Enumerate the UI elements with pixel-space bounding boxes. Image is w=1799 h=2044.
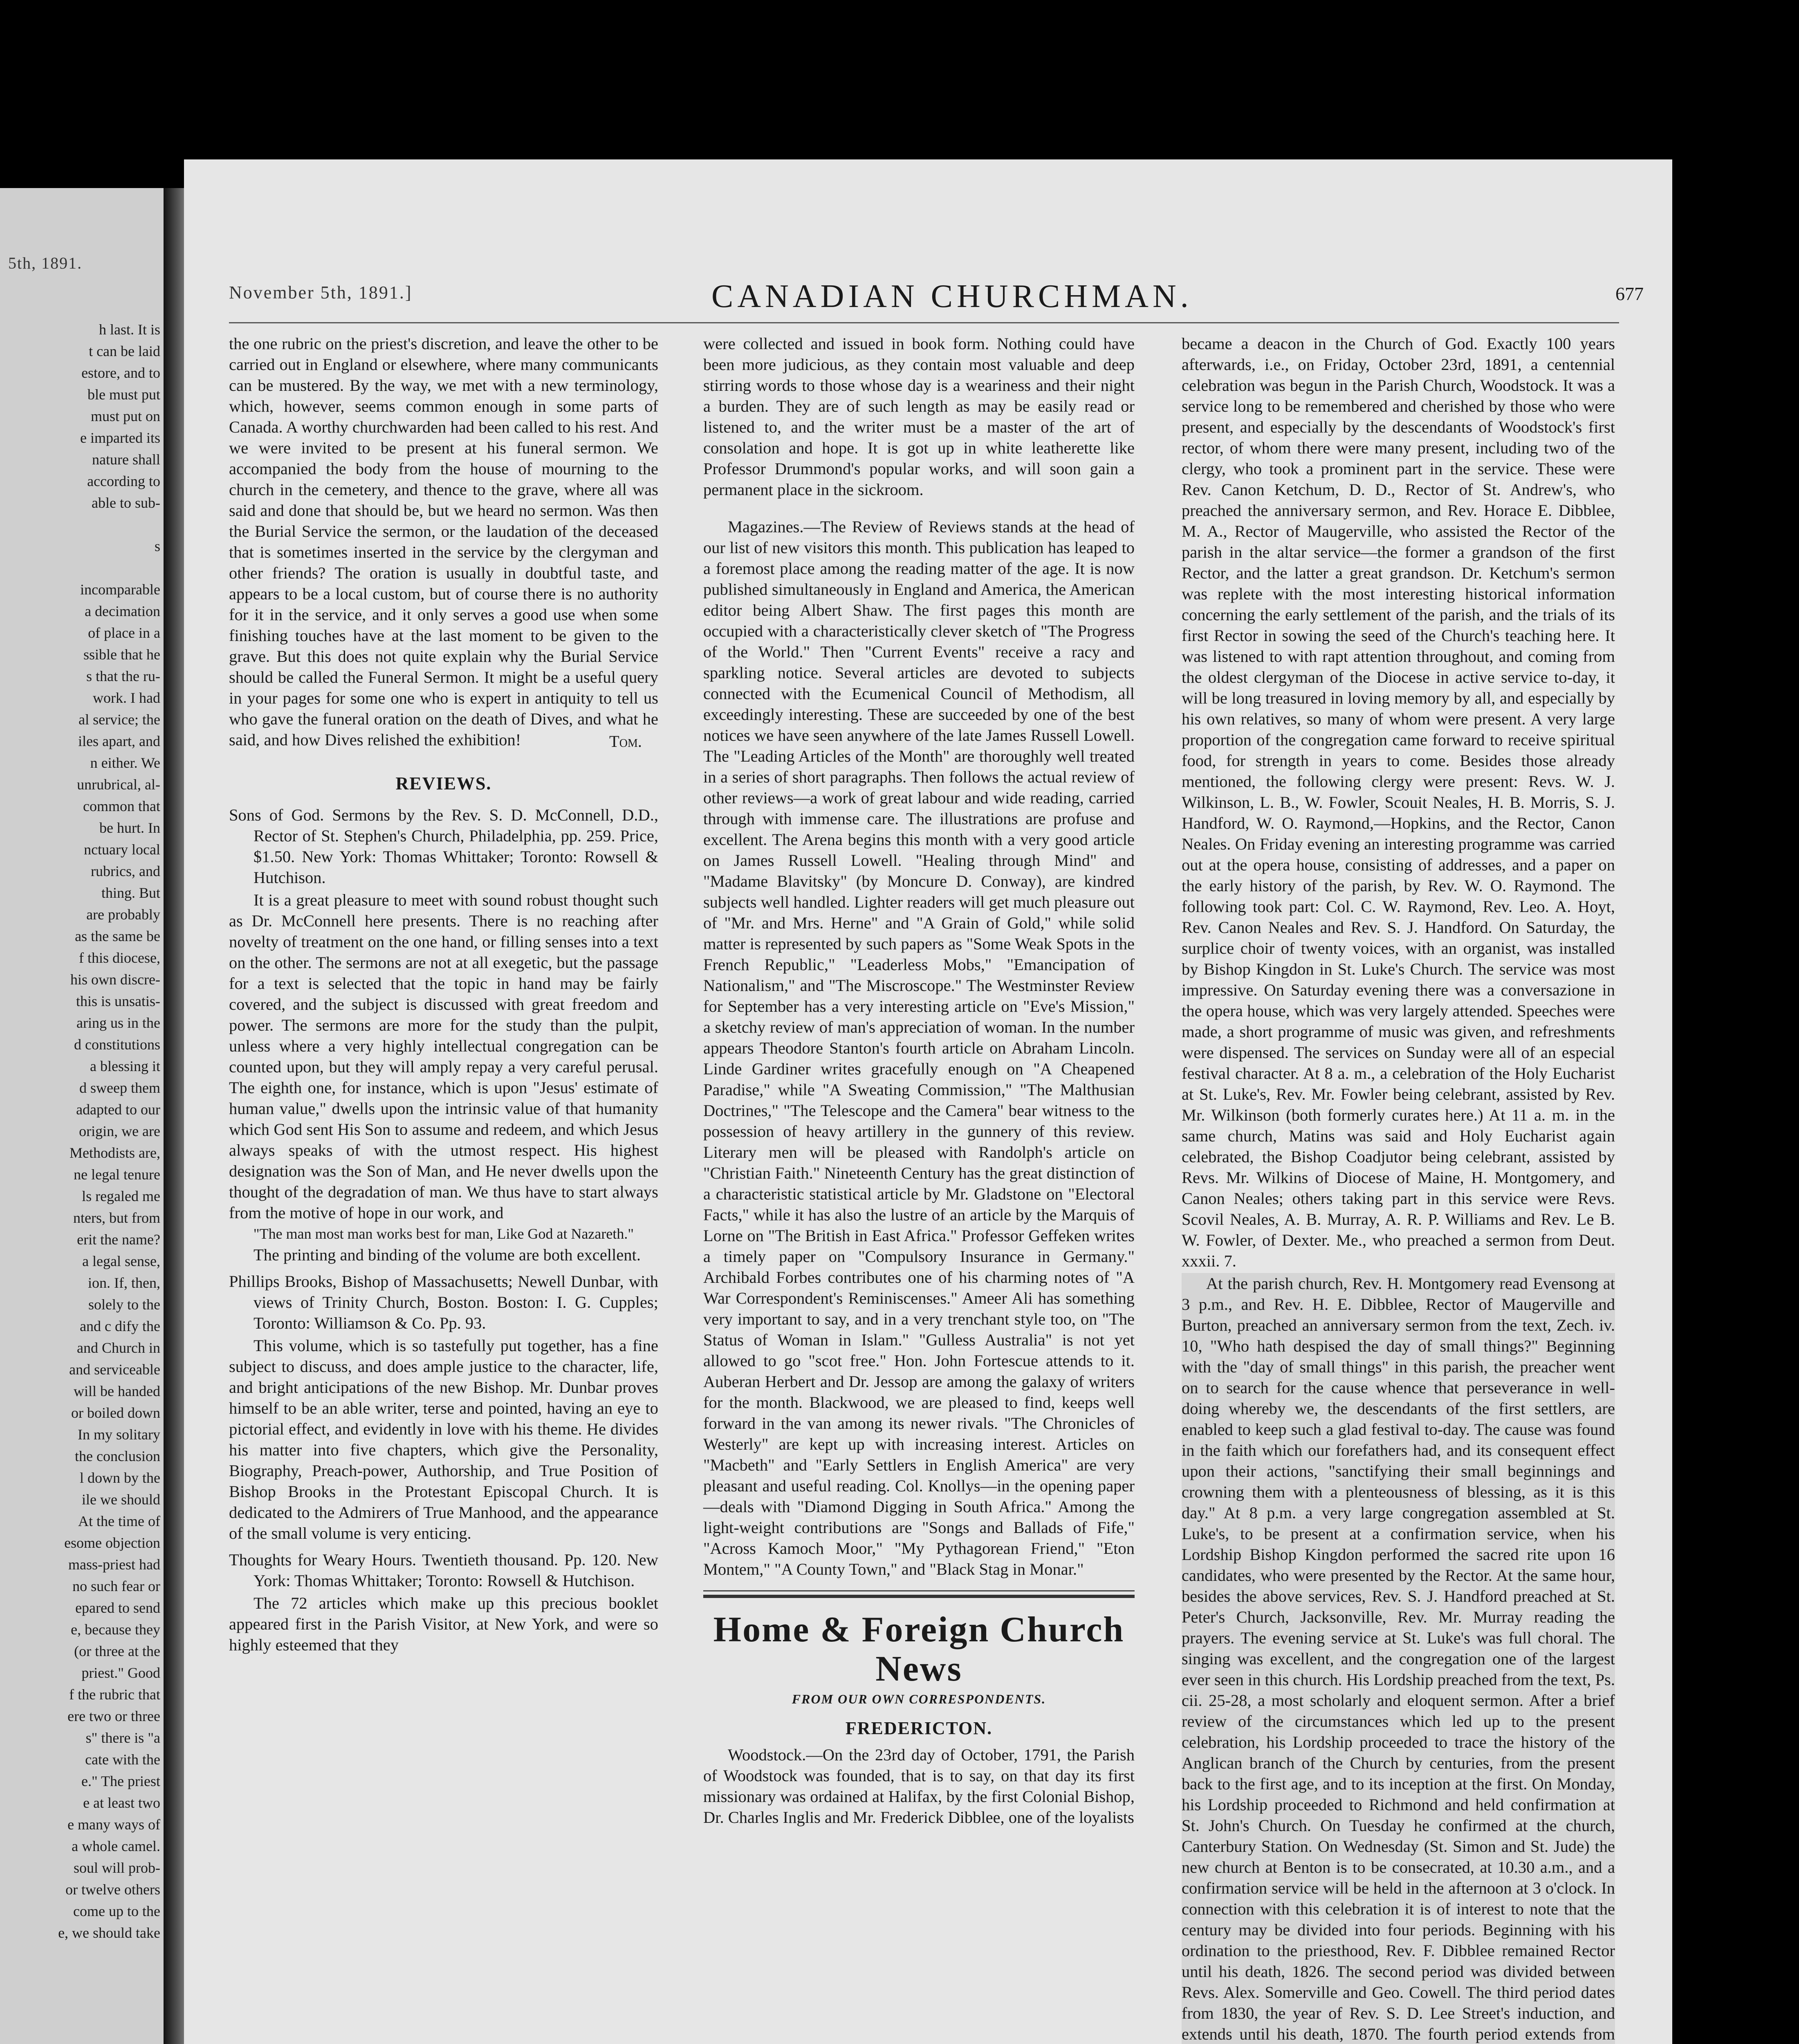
adjacent-page-line: aring us in the: [76, 1015, 160, 1031]
adjacent-page-line: his own discre-: [70, 971, 160, 988]
adjacent-page-line: e at least two: [83, 1795, 160, 1811]
adjacent-page-line: d constitutions: [74, 1036, 160, 1053]
review-1-closing: The printing and binding of the volume are both excellent.: [253, 1246, 641, 1264]
adjacent-page-line: common that: [83, 798, 160, 814]
review-3-continued: were collected and issued in book form. Nothing could have been more judicious, as they contain most valuable and deep stirring words to those whose day is a weariness and their night a burden. They are of such length as may be easily read or listened to, and the writer must be a master of the art of consolation and hope. It is got up in white leatherette like Professor Drummond's popular works, and will soon gain a permanent place in the sickroom.: [703, 334, 1135, 499]
adjacent-page-line: origin, we are: [79, 1123, 160, 1139]
adjacent-page-line: epared to send: [75, 1600, 160, 1616]
adjacent-page-line: At the time of: [78, 1513, 160, 1529]
adjacent-page-line: erit the name?: [77, 1231, 160, 1248]
adjacent-page-line: or twelve others: [65, 1881, 160, 1898]
adjacent-page-line: [5, 557, 160, 579]
adjacent-page-line: rubrics, and: [91, 863, 160, 879]
column-3: [1182, 333, 1615, 2044]
adjacent-page-date: 5th, 1891.: [8, 254, 83, 272]
magazines-notice: Magazines.—The Review of Reviews stands at the head of our list of new visitors this month. This publication has leaped to a foremost place among the reading matter of the age. It is now published simultaneously in England and America, the American editor being Albert Shaw. The first pages this month are occupied with a characteristically clever sketch of "The Progress of the World." Then "Current Events" receive a racy and sparkling notice. Several articles are devoted to subjects connected with the Ecumenical Council of Methodism, all exceedingly interesting. These are succeeded by one of the best notices we have seen anywhere of the late James Russell Lowell. The "Leading Articles of the Month" are thoroughly well treated in a series of short paragraphs. Then follows the actual review of other reviews—a work of great labour and wide reading, carried through with immense care. The illustrations are profuse and excellent. The Arena begins this month with a very good article on James Russell Lowell. "Healing through Mind" and "Madame Blavitsky" (by Moncure D. Conway), are kindred subjects well handled. Lighter readers will get much pleasure out of "Mr. and Mrs. Herne" and "A Grain of Gold," while solid matter is represented by such papers as "Some Weak Spots in the French Republic," "Leaderless Mobs," "Emancipation of Nationalism," and "The Miscroscope." The Westminster Review for September has a very interesting article on "Eve's Mission," a sketchy review of man's appreciation of woman. In the number appears Theodore Stanton's fourth article on Abraham Lincoln. Linde Gardiner writes gracefully enough on "A Cheapened Paradise," while "A Sweating Commission," "The Malthusian Doctrines," "The Telescope and the Camera" bear witness to the possession of heavy artillery in the gunnery of this review. Literary men will be pleased with Randolph's article on "Christian Faith." Nineteenth Century has the great distinction of a characteristic statistical article by Mr. Gladstone on "Electoral Facts," while it has also the lustre of an article by the Marquis of Lorne on "The British in East Africa." Professor Geffeken writes a timely paper on "Compulsory Insurance in Germany." Archibald Forbes contributes one of his charming notes of "A War Correspondent's Reminiscenses." Ameer Ali has something very important to say, and in a very trenchant style too, on "The Status of Woman in Islam." "Gulless Australia" is not yet allowed to go "scot free." Hon. John Fortescue attends to it. Auberan Herbert and Dr. Jessop are among the galaxy of writers for the month. Blackwood, we are pleased to find, keeps well forward in the van among its newer rivals. "The Chronicles of Westerly" are kept up with increasing interest. Articles on "Macbeth" and "Early Settlers in English America" are very pleasant and useful reading. Col. Knollys—in the opening paper—deals with "Diamond Digging in South Africa." Among the light-weight contributions are "Songs and Ballads of Fife," "Across Kamoch Moor," "My Pythagorean Friend," "Eton Montem," "A County Town," and "Black Stag in Monar.": [703, 518, 1135, 1578]
adjacent-page-line: ion. If, then,: [88, 1275, 160, 1291]
adjacent-page-line: n either. We: [90, 755, 160, 771]
adjacent-page-line: thing. But: [101, 885, 160, 901]
review-1-quote: "The man most man works best for man, Like God at Nazareth.": [253, 1226, 634, 1242]
adjacent-page-line: come up to the: [73, 1903, 160, 1919]
adjacent-page-line: cate with the: [85, 1751, 160, 1768]
adjacent-page-line: work. I had: [93, 690, 160, 706]
adjacent-page-fragment: [0, 188, 164, 2044]
adjacent-page-line: ile we should: [82, 1491, 160, 1508]
adjacent-page-line: e, because they: [71, 1621, 160, 1638]
letter-signature: Tom.: [609, 732, 642, 751]
review-2-heading: Phillips Brooks, Bishop of Massachusetts; Newell Dunbar, with views of Trinity Church, Boston. Boston: I. G. Cupples; Toronto: Williamson & Co. Pp. 93.: [229, 1272, 658, 1332]
adjacent-page-line: e imparted its: [80, 430, 160, 446]
adjacent-page-line: f the rubric that: [69, 1686, 160, 1703]
adjacent-page-line: a legal sense,: [82, 1253, 160, 1269]
adjacent-page-text: [5, 319, 160, 1944]
adjacent-page-line: ssible that he: [83, 646, 160, 663]
header-rule: [229, 322, 1619, 323]
masthead: CANADIAN CHURCHMAN.: [711, 278, 1193, 314]
adjacent-page-line: and c dify the: [80, 1318, 160, 1334]
adjacent-page-line: nctuary local: [84, 841, 160, 858]
adjacent-page-line: ne legal tenure: [74, 1166, 160, 1183]
adjacent-page-line: mass-priest had: [68, 1556, 160, 1573]
woodstock-evensong-report: At the parish church, Rev. H. Montgomery read Evensong at 3 p.m., and Rev. H. E. Dibblee, Rector of Maugerville and Burton, preached an anniversary sermon from the text, Zech. iv. 10, "Who hath despised the day of small things?" Beginning with the "day of small things" in this parish, the preacher went on to search for the cause whence that perseverance in well-doing whereby we, the descendants of the first settlers, are enabled to keep such a glad festival to-day. The cause was found in the faith which our forefathers had, and its consequent effect upon their actions, "sanctifying their small beginnings and crowning them with a plenteousness of blessing, as it is this day." At 8 p.m. a very large congregation assembled at St. Luke's, to be present at a confirmation service, when his Lordship Bishop Kingdon performed the sacred rite upon 16 candidates, who were presented by the Rector. At the same hour, besides the above services, Rev. S. J. Handford preached at St. Peter's Church, Jacksonville, Rev. Mr. Murray reading the prayers. The evening service at St. Luke's was full choral. The singing was excellent, and the congregation one of the largest ever seen in this church. His Lordship preached from the text, Ps. cii. 25-28, a most scholarly and eloquent sermon. After a brief review of the circumstances which led up to the present celebration, his Lordship proceeded to trace the history of the Anglican branch of the Church by centuries, from the present back to the first age, and to its inception at the first. On Monday, his Lordship proceeded to Richmond and held confirmation at St. John's Church. On Tuesday he confirmed at the church, Canterbury Station. On Wednesday (St. Simon and St. Jude) the new church at Benton is to be consecrated, at 10.30 a.m., and a confirmation service will be held in the afternoon at 3 o'clock. In connection with this celebration it is of interest to note that the century may be divided into four periods. Beginning with his ordination to the priesthood, Rev. F. Dibblee remained Rector until his death, 1826. The second period was divided between Revs. Alex. Somerville and Geo. Cowell. The third period dates from 1830, the year of Rev. S. D. Lee Street's induction, and extends until his death, 1870. The fourth period extends from: [1182, 1273, 1615, 2044]
review-1-heading: Sons of God. Sermons by the Rev. S. D. McConnell, D.D., Rector of St. Stephen's Church, Philadelphia, pp. 259. Price, $1.50. New York: Thomas Whittaker; Toronto: Rowsell & Hutchison.: [229, 806, 658, 887]
section-rule: [703, 1590, 1135, 1591]
adjacent-page-line: t can be laid: [89, 343, 160, 359]
adjacent-page-line: be hurt. In: [99, 820, 160, 836]
adjacent-page-line: (or three at the: [74, 1643, 160, 1659]
adjacent-page-line: [5, 514, 160, 536]
adjacent-page-line: f this diocese,: [79, 950, 160, 966]
adjacent-page-line: l down by the: [80, 1470, 160, 1486]
adjacent-page-line: s that the ru-: [86, 668, 160, 684]
review-3-heading: Thoughts for Weary Hours. Twentieth thousand. Pp. 120. New York: Thomas Whittaker; Toronto: Rowsell & Hutchison.: [229, 1551, 658, 1590]
adjacent-page-line: Methodists are,: [70, 1145, 160, 1161]
adjacent-page-line: the conclusion: [75, 1448, 160, 1464]
adjacent-page-line: and serviceable: [69, 1361, 160, 1378]
adjacent-page-line: unrubrical, al-: [77, 776, 160, 793]
adjacent-page-line: al service; the: [79, 711, 160, 728]
adjacent-page-line: able to sub-: [92, 495, 160, 511]
adjacent-page-line: s: [154, 538, 160, 554]
adjacent-page-line: must put on: [90, 408, 160, 424]
adjacent-page-line: no such fear or: [72, 1578, 160, 1594]
adjacent-page-line: iles apart, and: [78, 733, 160, 749]
column-1: [229, 333, 658, 1657]
adjacent-page-line: e." The priest: [81, 1773, 160, 1789]
column-2: [703, 333, 1135, 1829]
adjacent-page-line: nters, but from: [73, 1210, 160, 1226]
adjacent-page-line: are probably: [86, 906, 160, 923]
adjacent-page-line: incomparable: [80, 581, 160, 598]
issue-date: November 5th, 1891.]: [229, 282, 413, 303]
review-1-body: It is a great pleasure to meet with sound robust thought such as Dr. McConnell here presents. There is no reaching after novelty of treatment on the one hand, or filling senses into a text on the other. The sermons are not at all exegetic, but the passage for a text is selected that the topic in hand may be fairly covered, and the subject is discussed with great freedom and power. The sermons are more for the study than the pulpit, unless where a very highly intellectual congregation can be counted upon, but they will amply repay a very careful perusal. The eighth one, for instance, which is upon "Jesus' estimate of human value," dwells upon the intrinsic value of that humanity which God sent His Son to assume and redeem, and which Jesus always speaks of with the utmost respect. His highest designation was the Son of Man, and He never dwells upon the thought of the degradation of man. We thus have to start always from the motive of hope in our work, and: [229, 891, 658, 1222]
adjacent-page-line: a whole camel.: [72, 1838, 160, 1854]
section-rule-thick: [703, 1595, 1135, 1598]
review-3-body: The 72 articles which make up this precious booklet appeared first in the Parish Visitor, at New York, and were so highly esteemed that they: [229, 1594, 658, 1654]
adjacent-page-line: and Church in: [77, 1340, 160, 1356]
adjacent-page-line: ble must put: [87, 386, 160, 403]
reviews-heading: REVIEWS.: [395, 773, 492, 793]
page-number: 677: [1615, 283, 1644, 304]
adjacent-page-line: adapted to our: [76, 1101, 160, 1118]
adjacent-page-line: this is unsatis-: [76, 993, 160, 1009]
adjacent-page-line: or boiled down: [71, 1405, 160, 1421]
adjacent-page-line: h last. It is: [99, 321, 160, 338]
adjacent-page-line: e many ways of: [67, 1816, 160, 1833]
page-header: [229, 278, 1660, 319]
church-news-subheading: FROM OUR OWN CORRESPONDENTS.: [792, 1692, 1046, 1706]
adjacent-page-line: priest." Good: [81, 1665, 160, 1681]
adjacent-page-line: nature shall: [92, 451, 160, 468]
woodstock-report-continued: became a deacon in the Church of God. Exactly 100 years afterwards, i.e., on Friday, October 23rd, 1891, a centennial celebration was begun in the Parish Church, Woodstock. It was a service long to be remembered and cherished by those who were present, and especially by the descendants of Woodstock's first rector, of whom there were many present, including two of the clergy, who took a prominent part in the service. These were Rev. Canon Ketchum, D. D., Rector of St. Andrew's, who preached the anniversary sermon, and Rev. Horace E. Dibblee, M. A., Rector of Maugerville, who assisted the Rector of the parish in the altar service—the former a grandson of the first Rector, and the latter a great grandson. Dr. Ketchum's sermon was replete with the most interesting historical information concerning the early settlement of the parish, and the trials of its first Rector in sowing the seed of the Church's teaching here. It was listened to with rapt attention throughout, and coming from the oldest clergyman of the Diocese in active service to-day, it will be long treasured in loving memory by all, and especially by his own relatives, so many of whom were present. A very large proportion of the congregation came forward to receive spiritual food, for strength in years to come. Besides those already mentioned, the following clergy were present: Revs. W. J. Wilkinson, L. B., W. Fowler, Scouit Neales, H. B. Morris, S. J. Handford, W. O. Raymond,—Hopkins, and the Rector, Canon Neales. On Friday evening an interesting programme was carried out at the opera house, consisting of addresses, and a paper on the early history of the parish, by Rev. W. O. Raymond. The following took part: Col. C. W. Raymond, Rev. Leo. A. Hoyt, Rev. Canon Neales and Rev. S. J. Handford. On Saturday, the surplice choir of twenty voices, with an organist, was installed by Bishop Kingdon in St. Luke's Church. The service was most impressive. On Saturday evening there was a conversazione in the opera house, which was very largely attended. Speeches were made, a short programme of music was given, and refreshments were dispensed. The services on Sunday were all of an especial festival character. At 8 a. m., a celebration of the Holy Eucharist at St. Luke's, Rev. Mr. Fowler being celebrant, assisted by Rev. Mr. Wilkinson (both formerly curates here.) At 11 a. m. in the same church, Matins was said and Holy Eucharist again celebrated, the Bishop Coadjutor being celebrant, assisted by Revs. Mr. Wilkins of Diocese of Maine, H. Montgomery, and Canon Neales; others taking part in this service were Revs. Scovil Neales, A. B. Murray, A. R. P. Williams and Rev. Le B. W. Fowler, of Dexter. Me., who preached a sermon from Deut. xxxii. 7.: [1182, 334, 1615, 1270]
adjacent-page-line: e, we should take: [58, 1925, 160, 1941]
adjacent-page-line: solely to the: [88, 1296, 160, 1313]
adjacent-page-line: ere two or three: [67, 1708, 160, 1724]
adjacent-page-line: ls regaled me: [82, 1188, 160, 1204]
adjacent-page-line: d sweep them: [79, 1080, 160, 1096]
adjacent-page-line: as the same be: [75, 928, 160, 944]
adjacent-page-line: soul will prob-: [74, 1860, 160, 1876]
adjacent-page-line: s" there is "a: [85, 1730, 160, 1746]
newspaper-page: [184, 159, 1672, 2044]
letter-text: the one rubric on the priest's discretion, and leave the other to be carried out in England or elsewhere, where many communicants can be mustered. By the way, we met with a new terminology, which, however, seems common enough in some parts of Canada. A worthy churchwarden had been called to his rest. And we were invited to be present at his funeral sermon. We accompanied the body from the house of mourning to the church in the cemetery, and thence to the grave, where all was said and done that should be, but we heard no sermon. Was then the Burial Service the sermon, or the laudation of the deceased that is sometimes inserted in the service by the clergyman and other friends? The oration is usually in doubtful taste, and appears to be a local custom, but of course there is no authority for it in the service, and it only serves a good use when some finishing touches have at the last moment to be given to the grave. But this does not quite explain why the Burial Service should be called the Funeral Sermon. It might be a useful query in your pages for some one who is expert in antiquity to tell us who gave the funeral oration on the death of Dives, and what he said, and how Dives relished the exhibition!: [229, 334, 658, 749]
adjacent-page-line: of place in a: [88, 625, 160, 641]
adjacent-page-line: will be handed: [74, 1383, 160, 1399]
review-2-body: This volume, which is so tastefully put together, has a fine subject to discuss, and does ample justice to the character, life, and bright anticipations of the new Bishop. Mr. Dunbar proves himself to be an able writer, terse and pointed, having an eye to pictorial effect, and evidently in love with his theme. He divides his matter into five chapters, which give the Personality, Biography, Preach-power, Authorship, and True Position of Bishop Brooks in the Protestant Episcopal Church. It is dedicated to the Admirers of True Manhood, and the appearance of the small volume is very enticing.: [229, 1336, 658, 1542]
adjacent-page-line: a blessing it: [90, 1058, 160, 1074]
adjacent-page-line: esome objection: [64, 1535, 160, 1551]
woodstock-report: Woodstock.—On the 23rd day of October, 1791, the Parish of Woodstock was founded, that is to say, on that day its first missionary was ordained at Halifax, by the first Colonial Bishop, Dr. Charles Inglis and Mr. Frederick Dibblee, one of the loyalists: [703, 1746, 1135, 1827]
adjacent-page-line: according to: [87, 473, 160, 489]
fredericton-heading: FREDERICTON.: [845, 1718, 993, 1738]
adjacent-page-line: In my solitary: [78, 1426, 160, 1443]
adjacent-page-line: a decimation: [85, 603, 160, 619]
adjacent-page-line: estore, and to: [81, 365, 160, 381]
church-news-banner: Home & Foreign Church News: [713, 1610, 1125, 1689]
